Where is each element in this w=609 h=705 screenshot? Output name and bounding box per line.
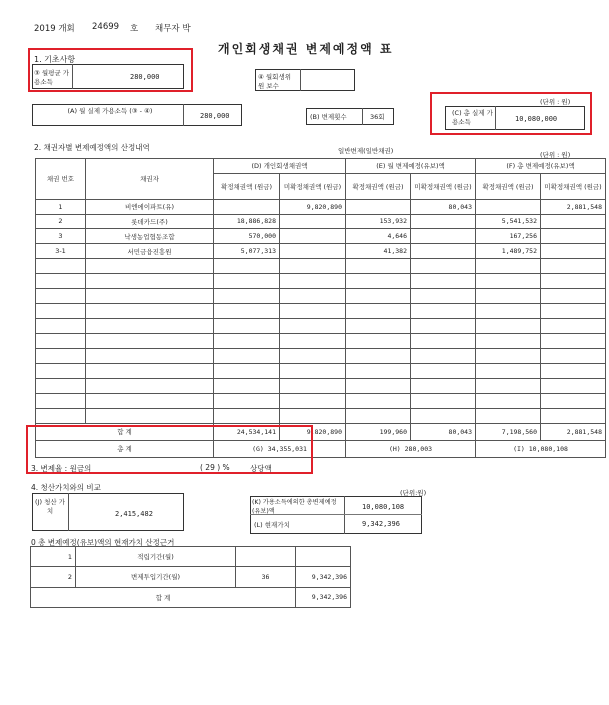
col-header-f: (F) 총 변제예정(유보)액	[476, 159, 606, 174]
table-row	[31, 547, 351, 567]
empty-row	[36, 319, 606, 334]
pv-row-months: 36	[236, 567, 296, 587]
row-f2	[541, 229, 606, 244]
k-label: (K) 가용소득에의한 총변제예정(유보)액	[252, 499, 337, 515]
row-no: 3-1	[36, 244, 86, 259]
sub-header-f1: 확정채권액 (원금)	[476, 173, 541, 199]
j-value: 2,415,482	[115, 510, 153, 518]
sum-d1: 24,534,141	[214, 423, 280, 440]
total-label: 총 계	[36, 440, 214, 457]
col-header-no: 채권 번호	[36, 159, 86, 200]
present-value-table	[30, 546, 351, 608]
table-row	[31, 567, 351, 587]
row-f2	[541, 244, 606, 259]
pv-row-value	[296, 547, 351, 567]
empty-row	[36, 393, 606, 408]
empty-row	[36, 334, 606, 349]
pv-row-label: 적립기간(월)	[76, 547, 236, 567]
section2-note: 일반변제(일반채권)	[338, 147, 394, 155]
monthly-income-value: 280,000	[130, 73, 160, 81]
sum-f1: 7,198,560	[476, 423, 541, 440]
j-label: (J) 청산 가치	[35, 498, 65, 515]
b-value: 36회	[370, 113, 385, 121]
k-value: 10,080,108	[362, 503, 405, 511]
section4-heading: 4. 청산가치와의 비교	[31, 483, 101, 492]
row-d1: 570,000	[214, 229, 280, 244]
row-creditor: 비엔에이파트(유)	[86, 199, 214, 214]
c-value: 10,080,000	[515, 115, 558, 123]
sub-header-d2: 미확정채권액 (원금)	[280, 173, 346, 199]
row-no: 1	[36, 199, 86, 214]
pv-sum-value: 9,342,396	[296, 587, 351, 607]
empty-row	[36, 289, 606, 304]
row-creditor: 롯데카드(주)	[86, 214, 214, 229]
sum-e2: 80,043	[411, 423, 476, 440]
empty-row	[36, 348, 606, 363]
pv-row-label: 변제투입기간(월)	[76, 567, 236, 587]
trustee-fee-label: ④ 월회생위 원 보수	[258, 73, 292, 90]
pv-row-value: 9,342,396	[296, 567, 351, 587]
row-e1	[346, 199, 411, 214]
unit-label-1: (단위 : 원)	[540, 98, 571, 106]
col-header-d: (D) 개인회생채권액	[214, 159, 346, 174]
row-e2	[411, 229, 476, 244]
empty-row	[36, 363, 606, 378]
debtor-name: 채무자 박	[155, 24, 191, 34]
row-e2	[411, 214, 476, 229]
unit-label-4: (단위:원)	[400, 489, 427, 497]
table-row	[36, 244, 606, 259]
pv-row-months	[236, 547, 296, 567]
total-i: (I) 10,080,108	[476, 440, 606, 457]
highlight-basic-info	[28, 48, 193, 92]
row-no: 3	[36, 229, 86, 244]
pv-sum-row	[31, 587, 351, 607]
row-creditor: 낙생농업협동조합	[86, 229, 214, 244]
row-d1	[214, 199, 280, 214]
row-d1: 5,077,313	[214, 244, 280, 259]
row-d2	[280, 229, 346, 244]
table-row	[36, 229, 606, 244]
case-ho: 호	[130, 24, 139, 34]
row-f1: 167,256	[476, 229, 541, 244]
monthly-income-label: ③ 월평균 가용소득	[34, 69, 70, 86]
section5-heading: 0 총 변제예정(유보)액의 현재가치 산정근거	[31, 538, 175, 547]
section3-text: 3. 변제율 : 원금의	[31, 464, 92, 473]
row-creditor: 서민금융진흥원	[86, 244, 214, 259]
empty-row	[36, 259, 606, 274]
sub-header-f2: 미확정채권액 (원금)	[541, 173, 606, 199]
row-d1: 18,886,828	[214, 214, 280, 229]
section1-heading: 1. 기초사항	[34, 55, 76, 64]
row-f1: 1,489,752	[476, 244, 541, 259]
total-h: (H) 280,003	[346, 440, 476, 457]
case-year: 2019 개회	[34, 24, 75, 34]
row-f2	[541, 214, 606, 229]
sum-f2: 2,881,548	[541, 423, 606, 440]
unit-label-2: (단위 : 원)	[540, 151, 571, 159]
table-row	[36, 199, 606, 214]
total-g: (G) 34,355,031	[214, 440, 346, 457]
document-title: 개인회생채권 변제예정액 표	[218, 42, 394, 56]
row-e1: 4,646	[346, 229, 411, 244]
row-d2: 9,820,890	[280, 199, 346, 214]
a-label: (A) 월 실제 가용소득 (③ - ④)	[67, 107, 153, 115]
row-d2	[280, 244, 346, 259]
c-label: (C) 총 실제 가용소득	[452, 109, 493, 126]
empty-row	[36, 274, 606, 289]
sub-header-e2: 미확정채권액 (원금)	[411, 173, 476, 199]
pv-row-no: 2	[31, 567, 76, 587]
empty-row	[36, 378, 606, 393]
l-value: 9,342,396	[362, 520, 400, 528]
row-e1: 153,932	[346, 214, 411, 229]
pv-sum-label: 합 계	[31, 587, 296, 607]
sub-header-d1: 확정채권액 (원금)	[214, 173, 280, 199]
empty-row	[36, 304, 606, 319]
l-label: (L) 현재가치	[254, 521, 290, 529]
section2-heading: 2. 채권자별 변제예정액의 산정내역	[34, 143, 150, 152]
row-e1: 41,382	[346, 244, 411, 259]
sub-header-e1: 확정채권액 (원금)	[346, 173, 411, 199]
row-f1	[476, 199, 541, 214]
row-e2: 80,043	[411, 199, 476, 214]
empty-row	[36, 408, 606, 423]
table-row	[36, 214, 606, 229]
col-header-e: (E) 월 변제예정(유보)액	[346, 159, 476, 174]
row-f1: 5,541,532	[476, 214, 541, 229]
b-label: (B) 변제횟수	[310, 113, 347, 121]
row-e2	[411, 244, 476, 259]
col-header-creditor: 채권자	[86, 159, 214, 200]
a-value: 280,000	[200, 112, 230, 120]
section3-suffix: 상당액	[250, 464, 272, 473]
row-d2	[280, 214, 346, 229]
sum-e1: 199,960	[346, 423, 411, 440]
sum-d2: 9,820,890	[280, 423, 346, 440]
row-no: 2	[36, 214, 86, 229]
sum-label: 합 계	[36, 423, 214, 440]
repayment-rate: ( 29 ) %	[200, 463, 230, 472]
highlight-total-income	[430, 92, 592, 135]
case-number: 24699	[92, 22, 120, 32]
creditor-table	[35, 158, 606, 458]
row-f2: 2,881,548	[541, 199, 606, 214]
pv-row-no: 1	[31, 547, 76, 567]
